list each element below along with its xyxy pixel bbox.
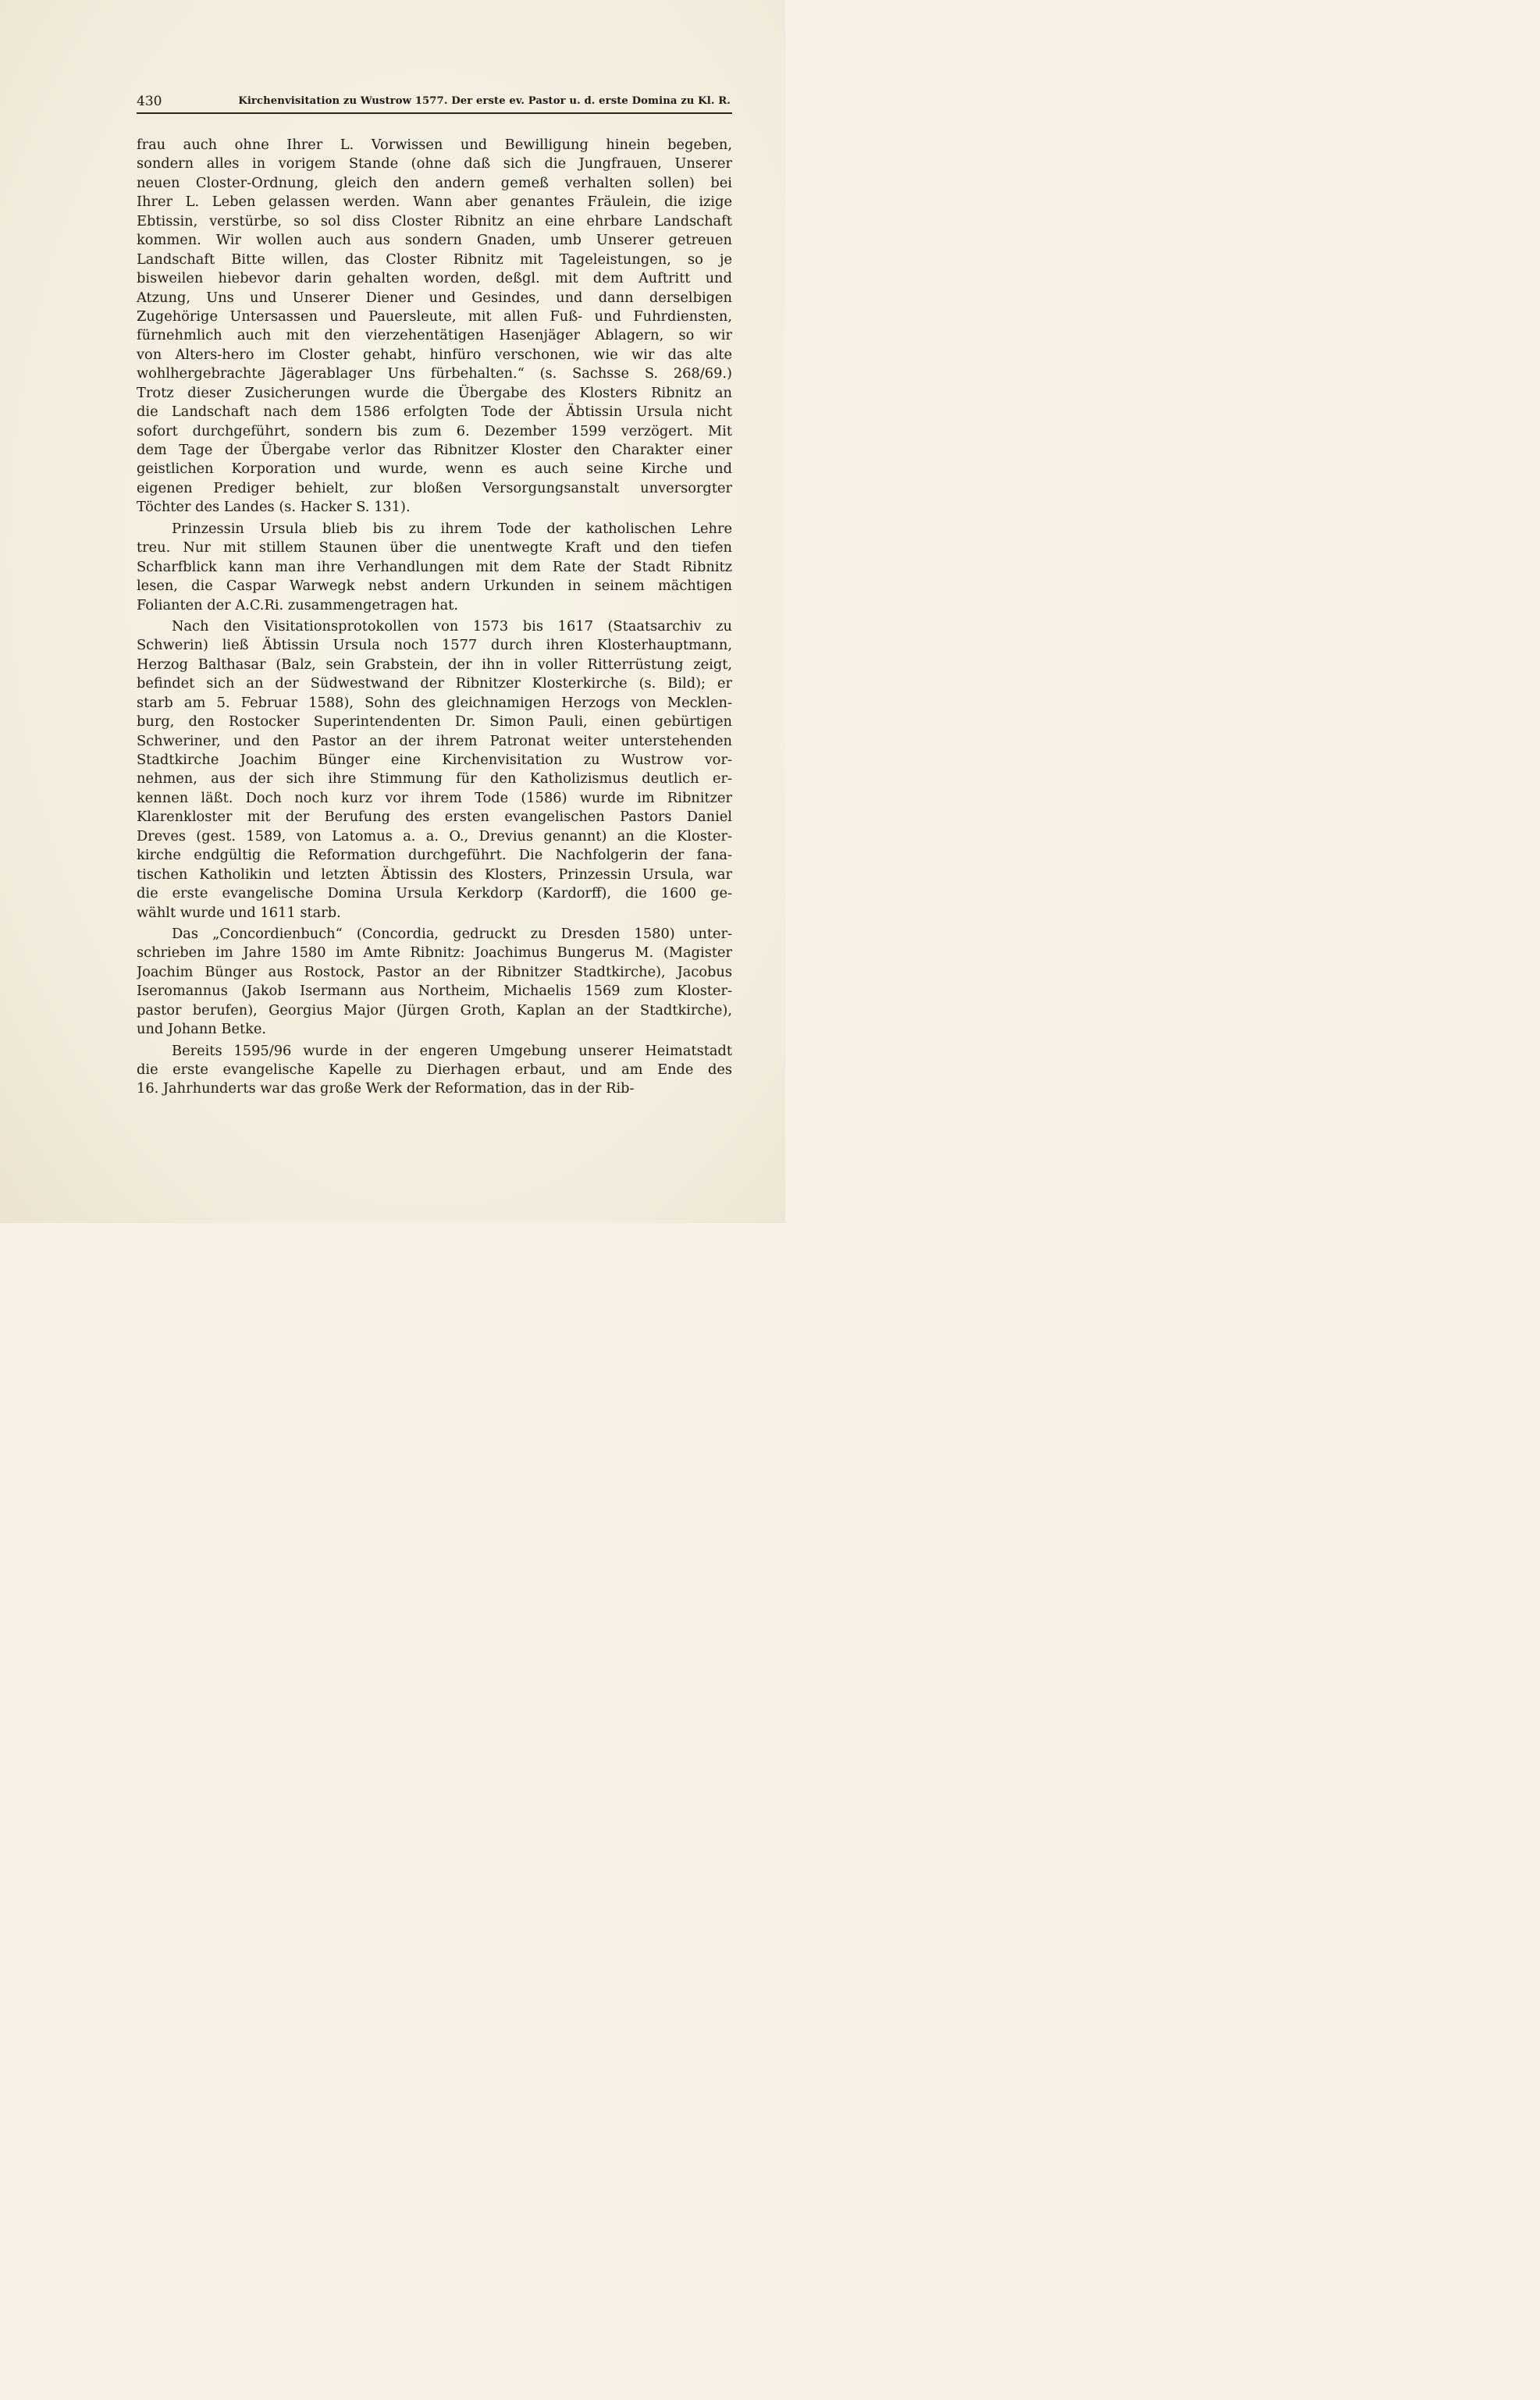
text-line: kirche endgültig die Reformation durchgeführt. Die Nachfolgerin der fana- — [137, 847, 732, 864]
text-line: Schwerin) ließ Äbtissin Ursula noch 1577 durch ihren Klosterhauptmann, — [137, 637, 732, 654]
text-line: Ebtissin, verstürbe, so sol diss Closter Ribnitz an eine ehrbare Landschaft — [137, 212, 732, 229]
text-line: bisweilen hiebevor darin gehalten worden, deßgl. mit dem Auftritt und — [137, 270, 732, 287]
page-number: 430 — [137, 94, 162, 109]
text-line: kennen läßt. Doch noch kurz vor ihrem Tode (1586) wurde im Ribnitzer — [137, 789, 732, 806]
text-line: Landschaft Bitte willen, das Closter Ribnitz mit Tageleistungen, so je — [137, 251, 732, 268]
book-page — [0, 0, 785, 1223]
text-line: schrieben im Jahre 1580 im Amte Ribnitz: Joachimus Bungerus M. (Magister — [137, 944, 732, 962]
text-line: Dreves (gest. 1589, von Latomus a. a. O., Drevius genannt) an die Kloster- — [137, 827, 732, 844]
text-line: Zugehörige Untersassen und Pauersleute, mit allen Fuß- und Fuhrdiensten, — [137, 308, 732, 325]
text-line: Folianten der A.C.Ri. zusammengetragen hat. — [137, 596, 459, 613]
text-line: sofort durchgeführt, sondern bis zum 6. Dezember 1599 verzögert. Mit — [137, 422, 732, 439]
text-line: die Landschaft nach dem 1586 erfolgten Tode der Äbtissin Ursula nicht — [137, 404, 732, 421]
text-line: Iseromannus (Jakob Isermann aus Northeim, Michaelis 1569 zum Kloster- — [137, 983, 732, 1000]
text-line: Nach den Visitationsprotokollen von 1573 bis 1617 (Staatsarchiv zu — [172, 617, 732, 635]
text-line: befindet sich an der Südwestwand der Ribnitzer Klosterkirche (s. Bild); er — [137, 675, 732, 692]
text-line: Joachim Bünger aus Rostock, Pastor an der Ribnitzer Stadtkirche), Jacobus — [137, 963, 732, 980]
text-line: neuen Closter-Ordnung, gleich den andern gemeß verhalten sollen) bei — [137, 174, 732, 191]
text-line: geistlichen Korporation und wurde, wenn es auch seine Kirche und — [137, 460, 732, 478]
body-text — [137, 136, 732, 1099]
text-line: Töchter des Landes (s. Hacker S. 131). — [137, 499, 411, 516]
text-line: frau auch ohne Ihrer L. Vorwissen und Bewilligung hinein begeben, — [137, 137, 732, 153]
text-line: eigenen Prediger behielt, zur bloßen Versorgungsanstalt unversorgter — [137, 479, 732, 496]
paragraph — [137, 520, 732, 615]
text-line: die erste evangelische Kapelle zu Dierhagen erbaut, und am Ende des — [137, 1061, 732, 1078]
text-line: und Johann Betke. — [137, 1021, 267, 1038]
text-line: Bereits 1595/96 wurde in der engeren Umgebung unserer Heimatstadt — [172, 1042, 732, 1059]
text-line: von Alters-hero im Closter gehabt, hinfüro verschonen, wie wir das alte — [137, 346, 732, 363]
text-line: kommen. Wir wollen auch aus sondern Gnaden, umb Unserer getreuen — [137, 232, 732, 249]
text-line: 16. Jahrhunderts war das große Werk der Reformation, das in der Rib- — [137, 1080, 635, 1097]
text-line: wohlhergebrachte Jägerablager Uns fürbehalten.“ (s. Sachsse S. 268/69.) — [137, 365, 732, 382]
text-line: tischen Katholikin und letzten Äbtissin des Klosters, Prinzessin Ursula, war — [137, 866, 732, 883]
text-line: Herzog Balthasar (Balz, sein Grabstein, der ihn in voller Ritterrüstung zeigt, — [137, 656, 732, 673]
paragraph — [137, 617, 732, 923]
text-line: burg, den Rostocker Superintendenten Dr. Simon Pauli, einen gebürtigen — [137, 713, 732, 731]
text-line: Prinzessin Ursula blieb bis zu ihrem Tode der katholischen Lehre — [172, 520, 732, 537]
text-line: Das „Concordienbuch“ (Concordia, gedruckt zu Dresden 1580) unter- — [172, 925, 732, 942]
text-line: sondern alles in vorigem Stande (ohne daß sich die Jungfrauen, Unserer — [137, 155, 732, 172]
paragraph — [137, 925, 732, 1040]
text-line: Scharfblick kann man ihre Verhandlungen mit dem Rate der Stadt Ribnitz — [137, 558, 732, 575]
text-line: die erste evangelische Domina Ursula Kerkdorp (Kardorff), die 1600 ge- — [137, 885, 732, 902]
text-line: pastor berufen), Georgius Major (Jürgen Groth, Kaplan an der Stadtkirche), — [137, 1001, 732, 1019]
text-line: wählt wurde und 1611 starb. — [137, 904, 341, 921]
paragraph — [137, 136, 732, 517]
text-line: Trotz dieser Zusicherungen wurde die Übergabe des Klosters Ribnitz an — [137, 384, 732, 401]
running-title: Kirchenvisitation zu Wustrow 1577. Der erste ev. Pastor u. d. erste Domina zu Kl. R. — [238, 95, 731, 107]
text-line: fürnehmlich auch mit den vierzehentätigen Hasenjäger Ablagern, so wir — [137, 327, 732, 344]
text-line: treu. Nur mit stillem Staunen über die unentwegte Kraft und den tiefen — [137, 539, 732, 556]
text-line: starb am 5. Februar 1588), Sohn des gleichnamigen Herzogs von Mecklen- — [137, 694, 732, 711]
text-line: nehmen, aus der sich ihre Stimmung für den Katholizismus deutlich er- — [137, 770, 732, 788]
text-line: dem Tage der Übergabe verlor das Ribnitzer Kloster den Charakter einer — [137, 442, 732, 458]
text-line: lesen, die Caspar Warwegk nebst andern Urkunden in seinem mächtigen — [137, 578, 732, 595]
text-line: Atzung, Uns und Unserer Diener und Gesindes, und dann derselbigen — [137, 289, 732, 306]
text-line: Ihrer L. Leben gelassen werden. Wann aber genantes Fräulein, die izige — [137, 194, 732, 211]
text-line: Klarenkloster mit der Berufung des ersten evangelischen Pastors Daniel — [137, 809, 732, 826]
running-header — [137, 91, 732, 114]
text-line: Stadtkirche Joachim Bünger eine Kirchenvisitation zu Wustrow vor- — [137, 752, 732, 768]
paragraph — [137, 1042, 732, 1099]
text-line: Schweriner, und den Pastor an der ihrem Patronat weiter unterstehenden — [137, 732, 732, 749]
